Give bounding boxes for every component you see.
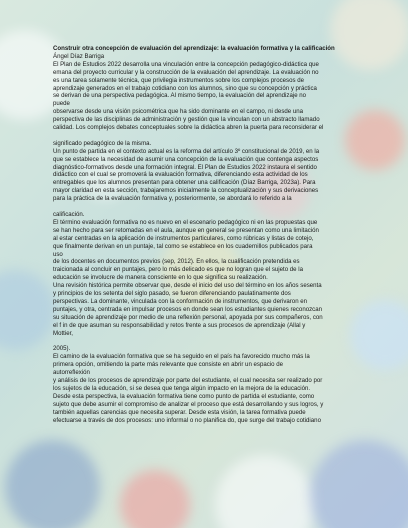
paragraph: significado pedagógico de la misma. Un punto de partida en el contexto actual es la reforma del artículo 3º constitucional de 2019, en la que se establece la necesidad de asumir una concepción de la evaluación que contenga aspectos diagnóstico-formativos desde una formación integral. El Plan de Estudios 2022 instaura el sentido didáctico con el cual se promoverá la evaluación formativa, diferenciando esta actividad de los entregables que los alumnos presentan para obtener una calificación (Díaz Barriga, 2023a). Para mayor claridad en esta sección, trabajaremos inicialmente la conceptualización y sus derivaciones para la práctica de la evaluación formativa y, posteriormente, se abordará lo referido a la (53, 139, 320, 203)
paragraph-gap (53, 338, 359, 346)
paragraph: El Plan de Estudios 2022 desarrolla una vinculación entre la concepción pedagógico-didáctica que emana del proyecto curricular y la construcción de la evaluación del aprendizaje. La evaluación no es una tarea solamente técnica, que privilegia instrumentos sobre los complejos procesos de aprendizaje generados en el trabajo cotidiano con los alumnos, sino que su concepción y práctica se derivan de una perspectiva pedagógica. Al mismo tiempo, la evaluación del aprendizaje no puede observarse desde una visión psicométrica que ha sido dominante en el campo, ni desde una perspectiva de las disciplinas de administración y gestión que la vinculan con un abstracto llamado calidad. Los complejos debates conceptuales sobre la didáctica abren la puerta para reconsiderar el (53, 60, 324, 132)
bokeh-light (215, 455, 315, 528)
paragraph-gap (53, 203, 359, 211)
bokeh-light (0, 270, 55, 350)
document-title: Construir otra concepción de evaluación del aprendizaje: la evaluación formativa y la calificación (53, 45, 335, 52)
paragraph-gap (53, 132, 359, 140)
bokeh-light (5, 440, 100, 528)
bokeh-light (310, 440, 408, 528)
document-body (53, 45, 359, 424)
bokeh-light (120, 470, 190, 528)
paragraph: 2005). El camino de la evaluación formativa que se ha seguido en el país ha favorecido mucho más la primera opción, omitiendo la parte más relevante que consiste en abrir un espacio de autorreflexión y análisis de los procesos de aprendizaje por parte del estudiante, el cual necesita ser realizado por los sujetos de la educación, si se desea que tenga algún impacto en la mejora de la educación. Desde esta perspectiva, la evaluación formativa tiene como punto de partida el estudiante, como sujeto que debe asumir el compromiso de analizar el proceso que está desarrollando y sus logros, y también aquellas carencias que necesita superar. Desde esta visión, la tarea formativa puede efectuarse a través de dos procesos: uno informal o no planifica do, que surge del trabajo cotidiano (53, 345, 324, 424)
document-author: Ángel Díaz Barriga (53, 52, 105, 60)
paragraph: calificación. El término evaluación formativa no es nuevo en el escenario pedagógico ni en las propuestas que se han hecho para ser retomadas en el aula, aunque en general se presentan como una limitación al estar centradas en la aplicación de instrumentos particulares, como rúbricas y listas de cotejo, que finalmente derivan en un puntaje, tal como se establece en los cuadernillos publicados para uso de los docentes en documentos previos (sep, 2012). En ellos, la cualificación pretendida es traicionada al concluir en puntajes, pero lo más delicado es que no logran que el sujeto de la educación se involucre de manera consciente en lo que significa su realización. Una revisión histórica permite observar que, desde el inicio del uso del término en los años sesenta y principios de los setenta del siglo pasado, se fueron diferenciando paulatinamente dos perspectivas. La dominante, vinculada con la conformación de instrumentos, que derivaron en puntajes, y otra, centrada en impulsar procesos en donde sean los estudiantes quienes reconozcan su situación de aprendizaje por medio de una reflexión personal, apoyada por sus compañeros, con el f in de que asuman su responsabilidad y retos frente a sus procesos de aprendizaje (Allal y Mottier, (53, 211, 323, 337)
